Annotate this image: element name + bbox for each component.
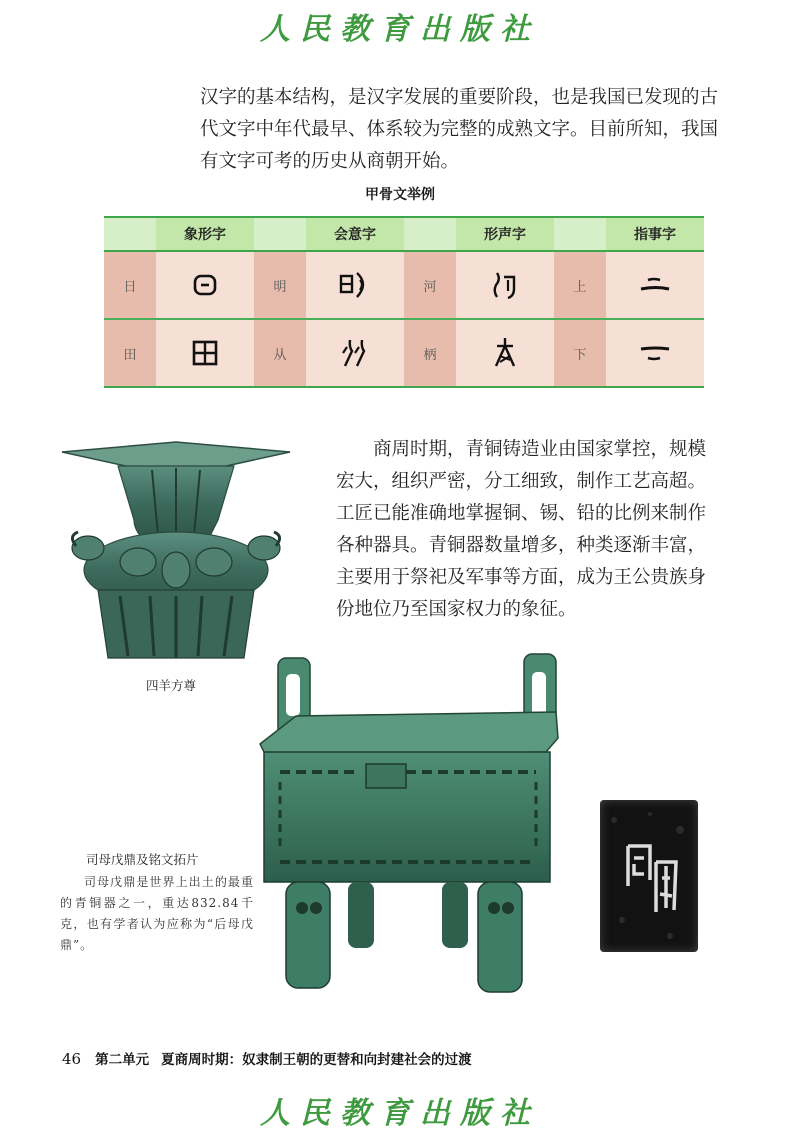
four-ram-zun-image [58,440,294,666]
inscription-rubbing-image [600,800,698,952]
chapter-title: 夏商周时期：奴隶制王朝的更替和向封建社会的过渡 [161,1052,472,1068]
header-blank [104,217,156,251]
oracle-ming-icon [306,251,404,319]
oracle-shang-icon [606,251,704,319]
modern-char: 上 [554,251,606,319]
header-ideograph: 会意字 [306,217,404,251]
unit-title: 第二单元 [95,1052,150,1068]
header-phonogram: 形声字 [456,217,554,251]
modern-char: 日 [104,251,156,319]
header-blank [554,217,606,251]
table-header-row [104,217,704,251]
oracle-bone-table [104,216,704,388]
header-indicative: 指事字 [606,217,704,251]
modern-char: 明 [254,251,306,319]
modern-char: 下 [554,319,606,387]
oracle-bing-icon [456,319,554,387]
oracle-tian-icon [156,319,254,387]
page-footer [62,1048,472,1068]
table-title: 甲骨文举例 [365,187,435,203]
table-row [104,319,704,387]
header-blank [254,217,306,251]
header-pictograph: 象形字 [156,217,254,251]
table-row [104,251,704,319]
modern-char: 河 [404,251,456,319]
simuwu-ding-image [256,652,562,1002]
publisher-footer: 人民教育出版社 [260,1096,540,1131]
oracle-ri-icon [156,251,254,319]
simuwu-note: 司母戊鼎是世界上出土的最重的青铜器之一，重达832.84千克，也有学者认为应称为“后母戊鼎”。 [60,875,254,952]
header-blank [404,217,456,251]
page-number: 46 [62,1050,82,1068]
modern-char: 田 [104,319,156,387]
oracle-cong-icon [306,319,404,387]
simuwu-caption: 司母戊鼎及铭文拓片 [86,852,199,867]
rubbing-texture [600,800,698,952]
publisher-header: 人民教育出版社 [260,12,540,47]
sheep-zun-caption: 四羊方尊 [146,678,197,693]
oracle-he-icon [456,251,554,319]
modern-char: 柄 [404,319,456,387]
intro-paragraph: 汉字的基本结构，是汉字发展的重要阶段，也是我国已发现的古代文字中年代最早、体系较为完整的成熟文字。目前所知，我国有文字可考的历史从商朝开始。 [200,87,719,172]
modern-char: 从 [254,319,306,387]
bronze-paragraph: 商周时期，青铜铸造业由国家掌控，规模宏大，组织严密，分工细致，制作工艺高超。工匠已能准确地掌握铜、锡、铅的比例来制作各种器具。青铜器数量增多，种类逐渐丰富，主要用于祭祀及军事等方面，成为王公贵族身份地位乃至国家权力的象征。 [336,439,707,620]
oracle-xia-icon [606,319,704,387]
